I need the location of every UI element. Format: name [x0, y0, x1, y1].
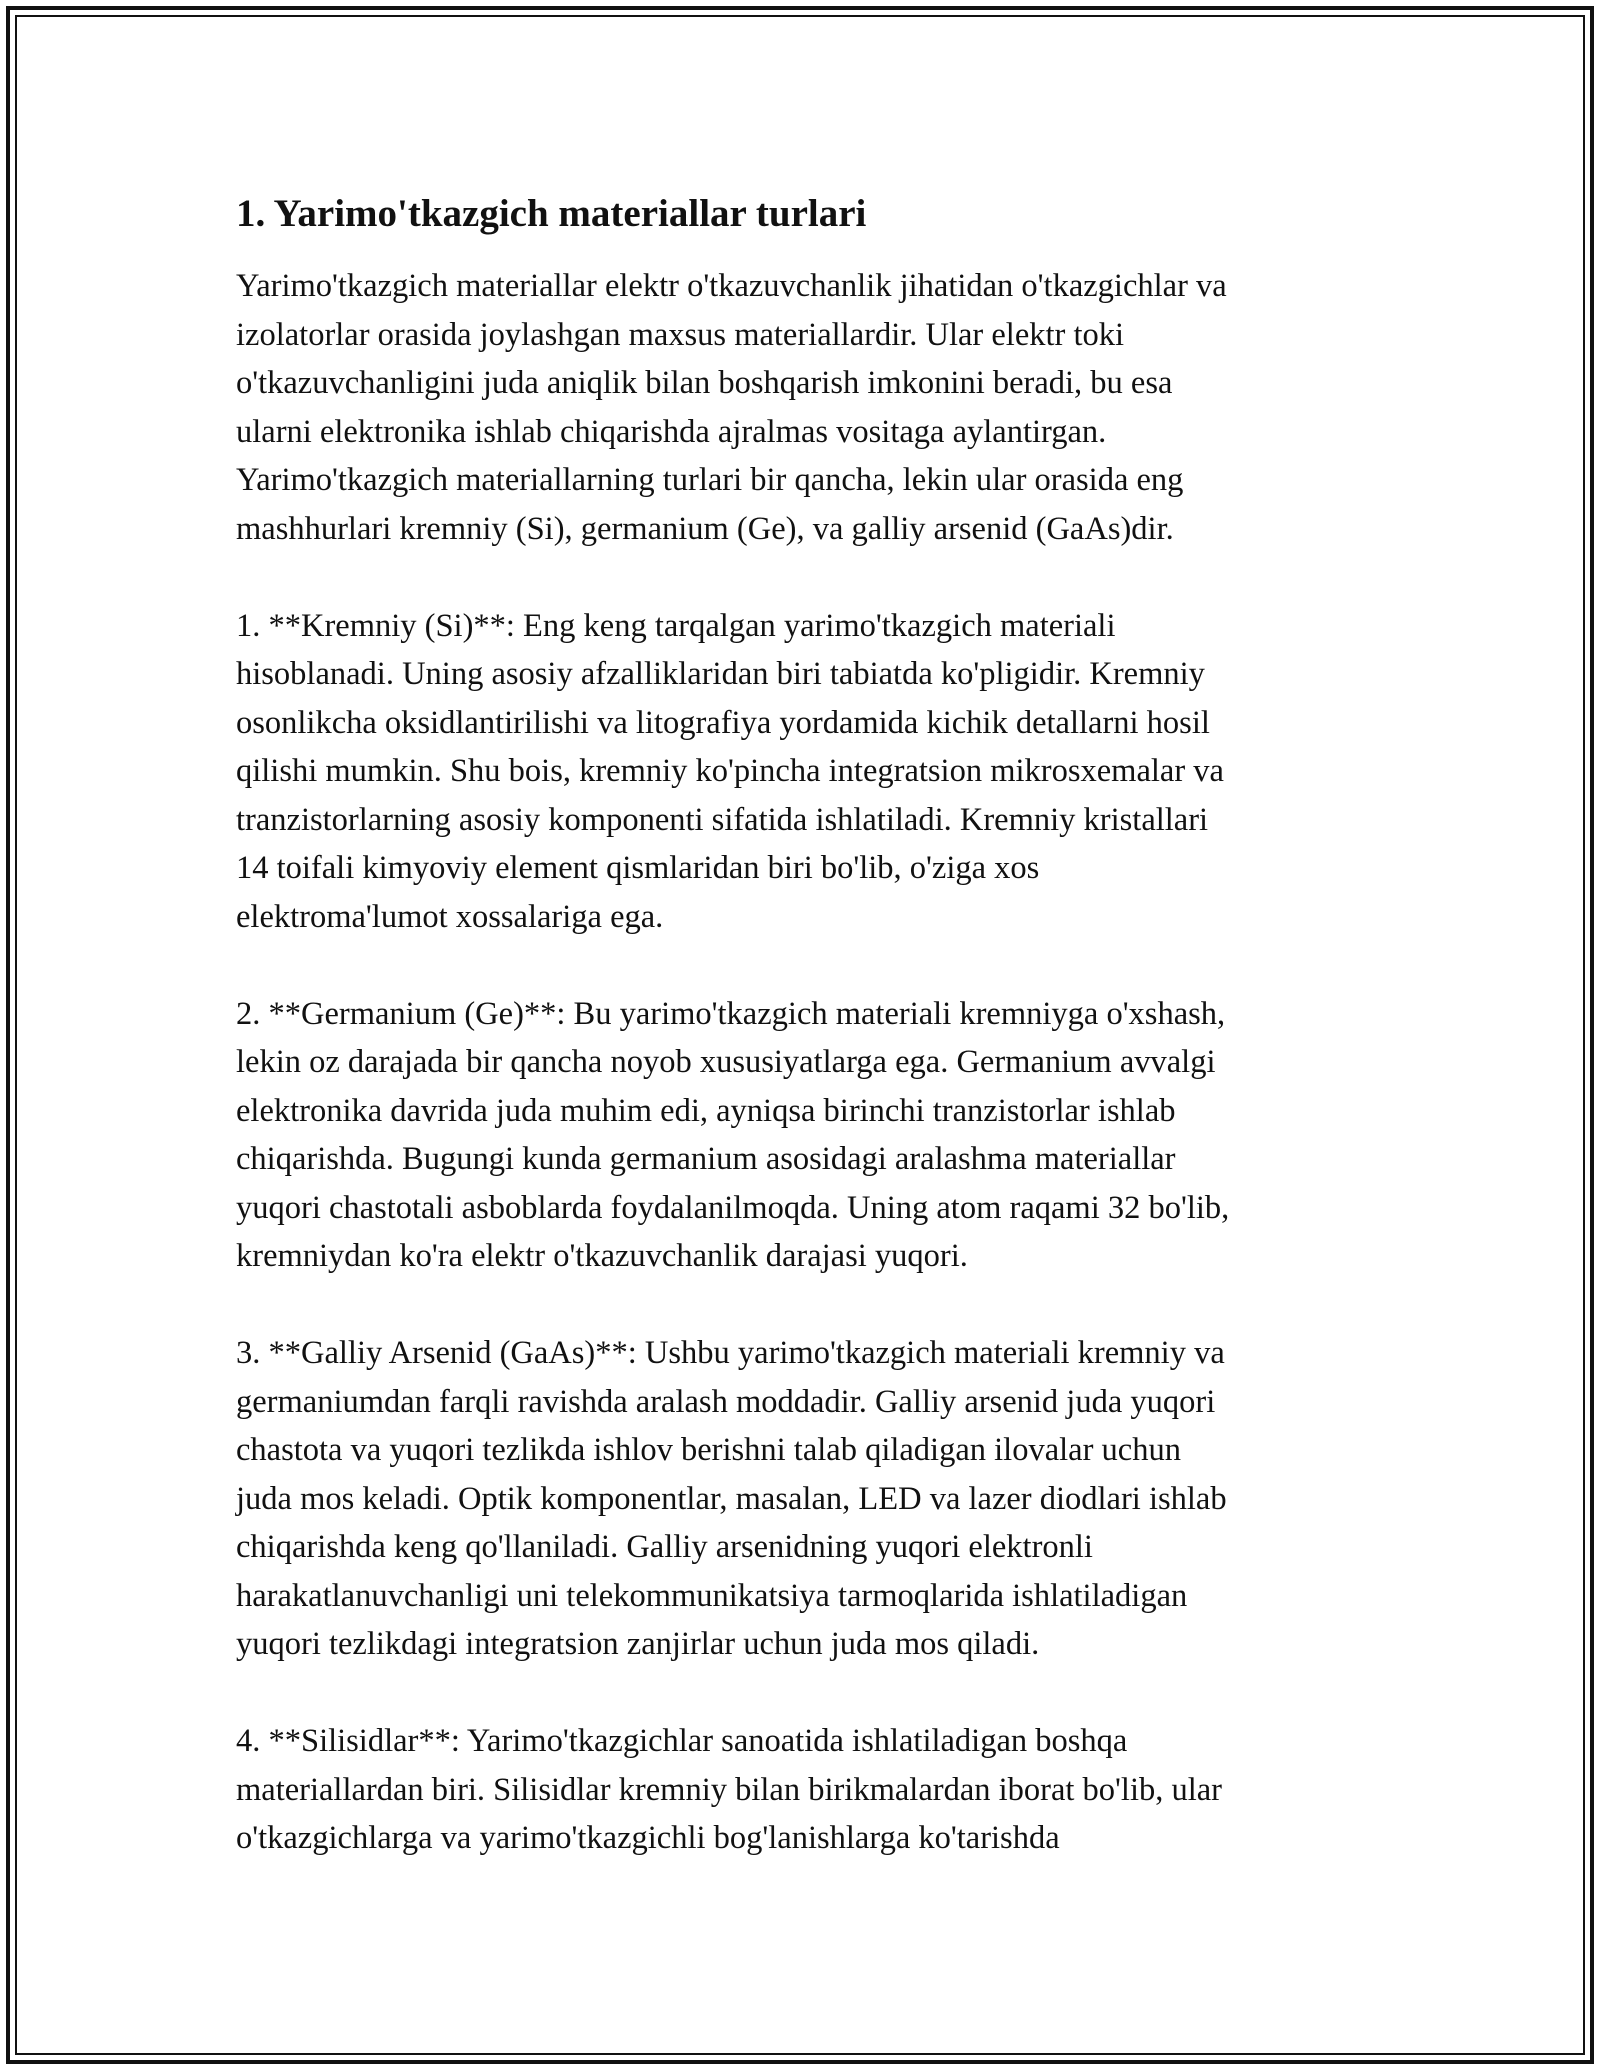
text-line: 1. **Kremniy (Si)**: Eng keng tarqalgan yarimo'tkazgich materiali [236, 607, 1116, 644]
text-line: elektroma'lumot xossalariga ega. [236, 898, 664, 935]
intro-paragraph [236, 262, 1366, 553]
text-line: yuqori chastotali asboblarda foydalanilmoqda. Uning atom raqami 32 bo'lib, [236, 1189, 1230, 1226]
text-line: yuqori tezlikdagi integratsion zanjirlar uchun juda mos qiladi. [236, 1626, 1040, 1662]
text-line: hisoblanadi. Uning asosiy afzalliklaridan biri tabiatda ko'pligidir. Kremniy [236, 656, 1205, 692]
text-line: lekin oz darajada bir qancha noyob xususiyatlarga ega. Germanium avvalgi [236, 1044, 1216, 1080]
text-line: 14 toifali kimyoviy element qismlaridan biri bo'lib, o'ziga xos [236, 850, 1040, 886]
text-line: chiqarishda keng qo'llaniladi. Galliy arsenidning yuqori elektronli [236, 1529, 1093, 1565]
text-line: juda mos keladi. Optik komponentlar, masalan, LED va lazer diodlari ishlab [236, 1480, 1227, 1517]
text-line: izolatorlar orasida joylashgan maxsus materiallardir. Ular elektr toki [236, 316, 1125, 353]
text-line: chastota va yuqori tezlikda ishlov berishni talab qiladigan ilovalar uchun [236, 1432, 1181, 1468]
text-line: materiallardan biri. Silisidlar kremniy bilan birikmalardan iborat bo'lib, ular [236, 1771, 1222, 1808]
text-line: o'tkazuvchanligini juda aniqlik bilan boshqarish imkonini beradi, bu esa [236, 365, 1173, 401]
text-line: germaniumdan farqli ravishda aralash moddadir. Galliy arsenid juda yuqori [236, 1383, 1216, 1420]
text-line: kremniydan ko'ra elektr o'tkazuvchanlik darajasi yuqori. [236, 1238, 968, 1274]
document-body [236, 186, 1366, 1911]
text-line: 2. **Germanium (Ge)**: Bu yarimo'tkazgich materiali kremniyga o'xshash, [236, 995, 1226, 1032]
text-line: o'tkazgichlarga va yarimo'tkazgichli bog'lanishlarga ko'tarishda [236, 1820, 1060, 1856]
kremniy-paragraph [236, 602, 1366, 942]
silisidlar-paragraph [236, 1717, 1366, 1863]
galliy-arsenid-paragraph [236, 1329, 1366, 1669]
text-line: ularni elektronika ishlab chiqarishda ajralmas vositaga aylantirgan. [236, 413, 1107, 450]
germanium-paragraph [236, 990, 1366, 1281]
text-line: mashhurlari kremniy (Si), germanium (Ge), va galliy arsenid (GaAs)dir. [236, 510, 1174, 547]
text-line: 4. **Silisidlar**: Yarimo'tkazgichlar sanoatida ishlatiladigan boshqa [236, 1723, 1128, 1759]
text-line: Yarimo'tkazgich materiallar elektr o'tkazuvchanlik jihatidan o'tkazgichlar va [236, 268, 1227, 304]
document-title: 1. Yarimo'tkazgich materiallar turlari [236, 192, 867, 235]
text-line: harakatlanuvchanligi uni telekommunikatsiya tarmoqlarida ishlatiladigan [236, 1577, 1188, 1614]
text-line: osonlikcha oksidlantirilishi va litografiya yordamida kichik detallarni hosil [236, 704, 1210, 741]
text-line: 3. **Galliy Arsenid (GaAs)**: Ushbu yarimo'tkazgich materiali kremniy va [236, 1335, 1225, 1371]
text-line: Yarimo'tkazgich materiallarning turlari bir qancha, lekin ular orasida eng [236, 462, 1184, 498]
text-line: tranzistorlarning asosiy komponenti sifatida ishlatiladi. Kremniy kristallari [236, 801, 1209, 838]
text-line: qilishi mumkin. Shu bois, kremniy ko'pincha integratsion mikrosxemalar va [236, 753, 1224, 789]
text-line: elektronika davrida juda muhim edi, ayniqsa birinchi tranzistorlar ishlab [236, 1092, 1176, 1129]
text-line: chiqarishda. Bugungi kunda germanium asosidagi aralashma materiallar [236, 1141, 1176, 1177]
